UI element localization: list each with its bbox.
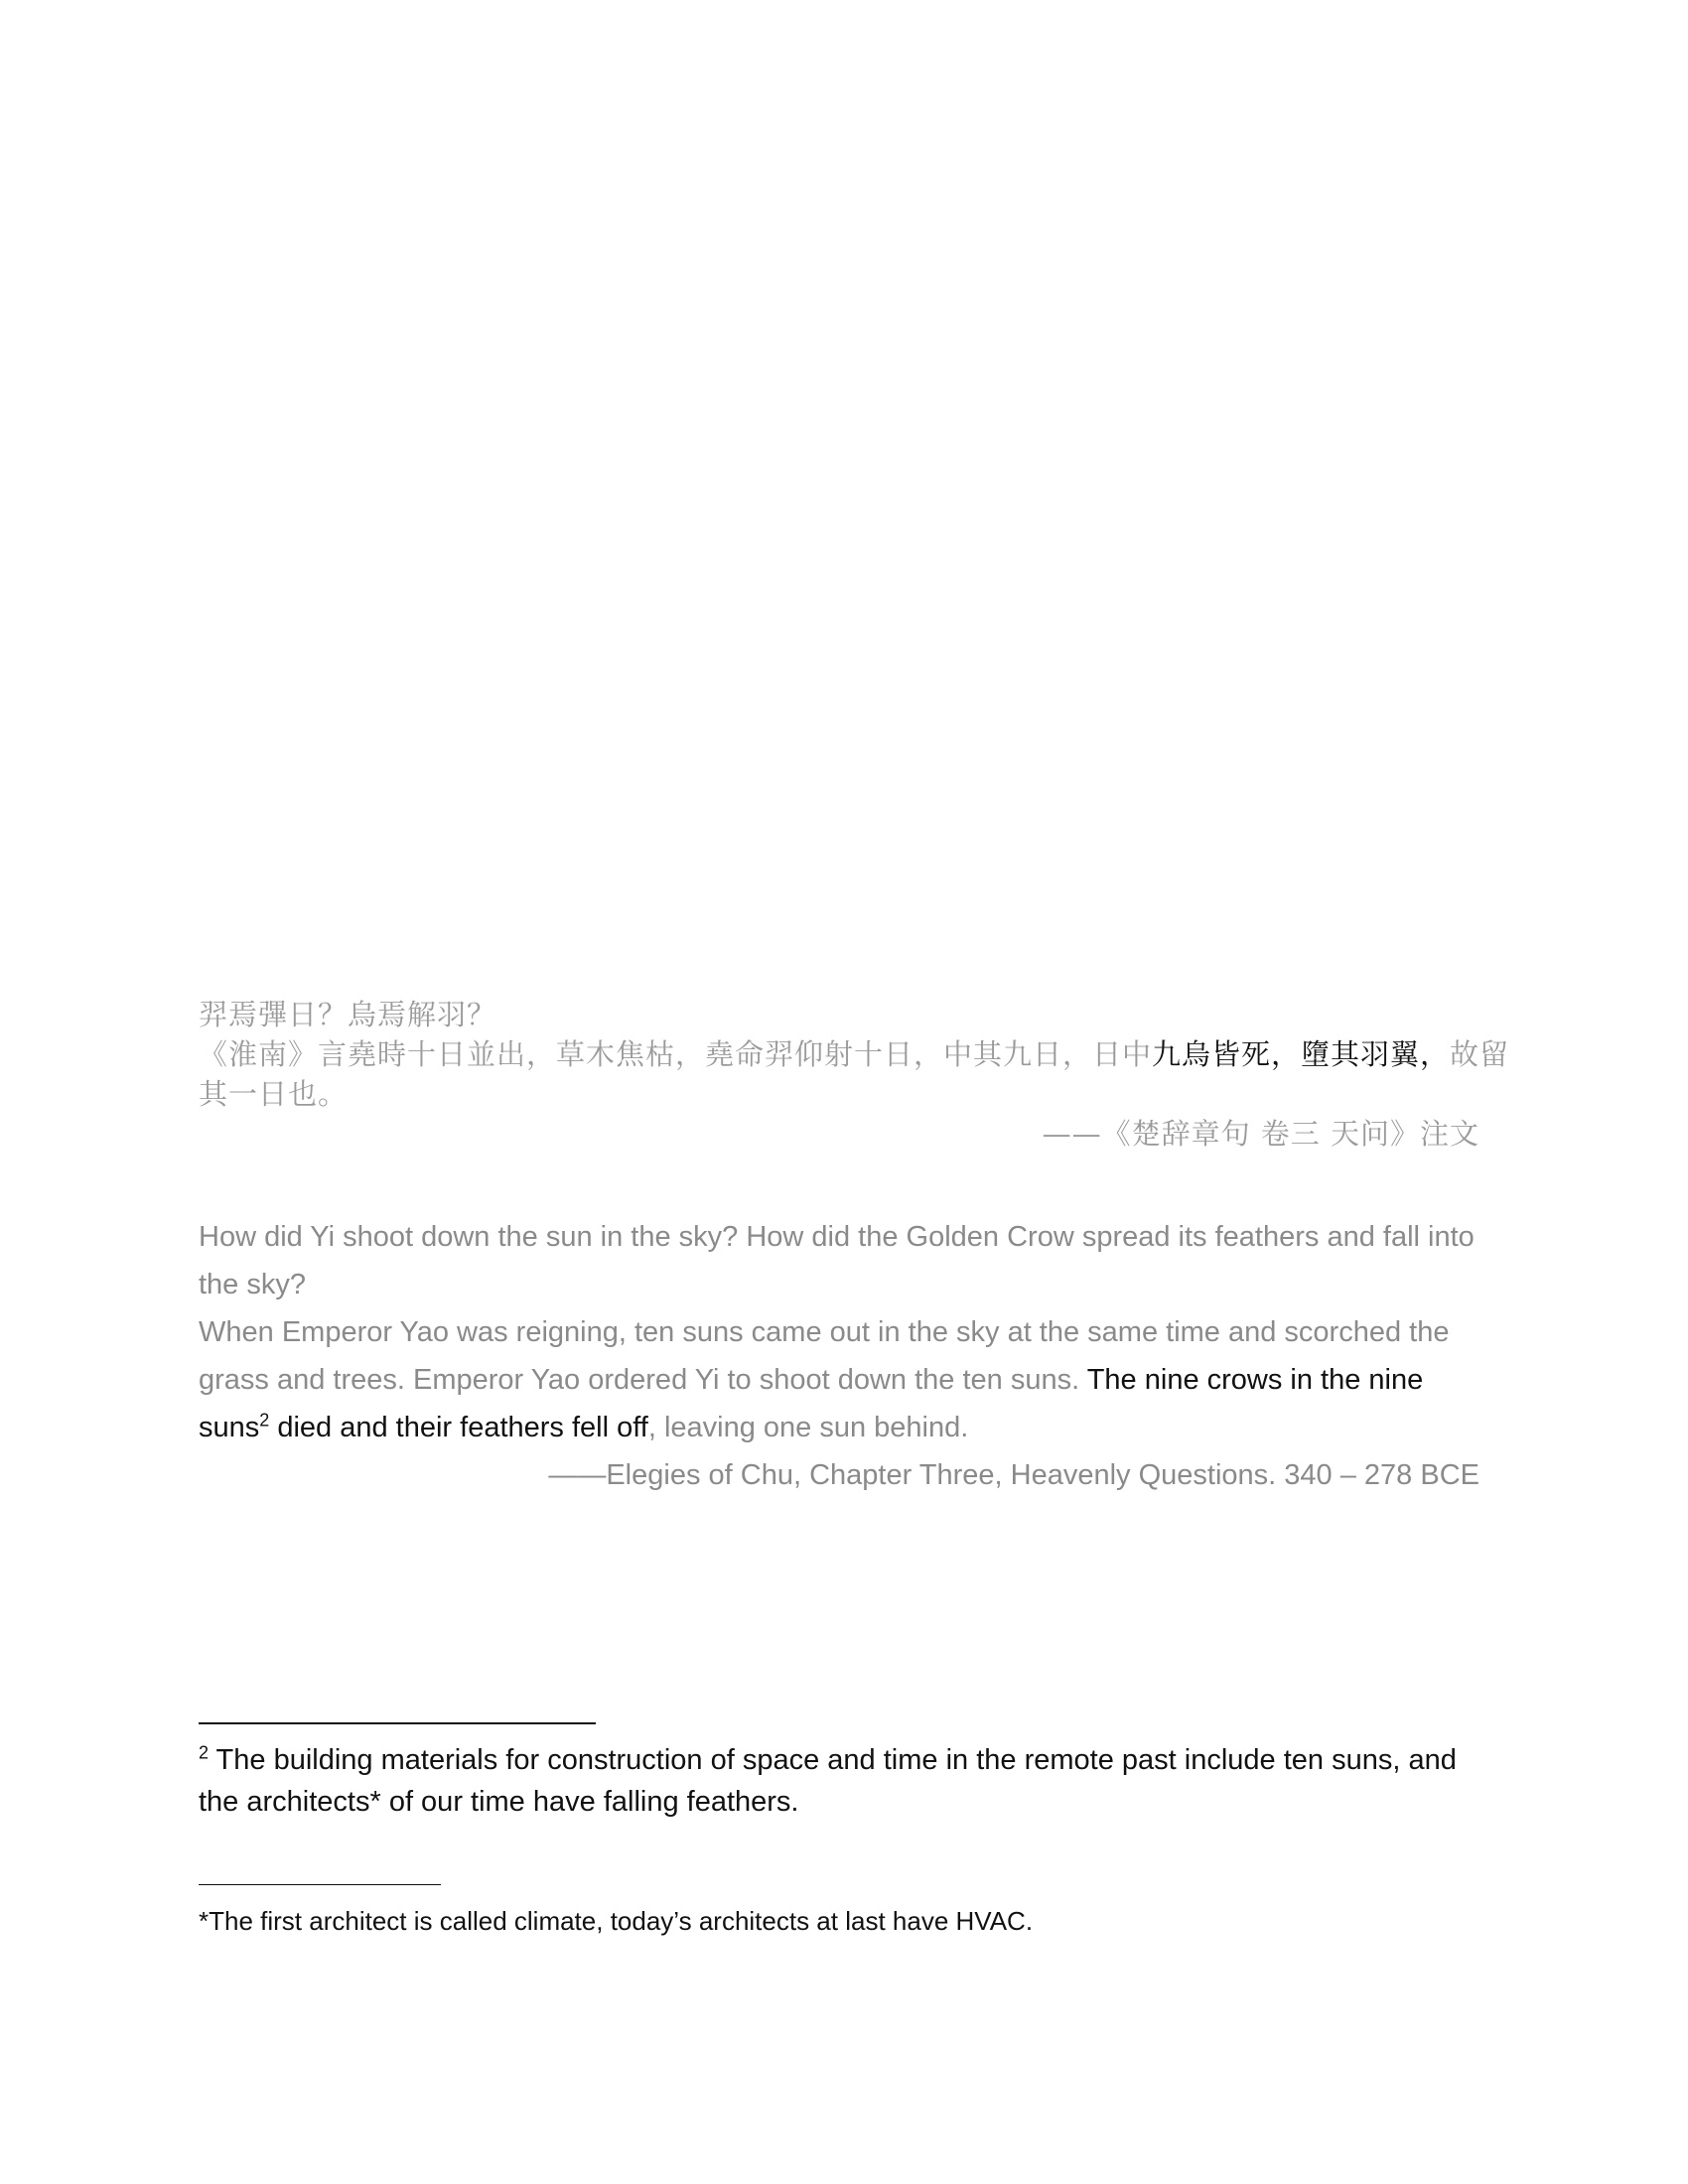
footnote-2 [199,1739,1479,1823]
chinese-attribution: ——《楚辞章句 卷三 天问》注文 [1042,1117,1479,1151]
star-note: *The first architect is called climate, today’s architects at last have HVAC. [199,1906,1034,1936]
chinese-question-line: 羿焉彃日？烏焉解羽？ [199,998,497,1031]
english-attribution: ——Elegies of Chu, Chapter Three, Heavenly Questions. 340 – 278 BCE [548,1459,1479,1491]
chinese-passage [199,995,1510,1154]
footnote-reference[interactable]: 2 [259,1410,270,1431]
english-question: How did Yi shoot down the sun in the sky? How did the Golden Crow spread its feathers and fall into the sky? [199,1221,1475,1300]
english-answer-end: , leaving one sun behind. [647,1412,969,1443]
star-note-separator [199,1884,441,1885]
english-passage [199,1213,1479,1499]
chinese-emphasis-text: 九烏皆死，墮其羽翼， [1152,1037,1451,1071]
chinese-closing-line: 其一日也。 [199,1077,349,1111]
footnote-separator [199,1722,596,1724]
chinese-commentary-end: 故留 [1450,1037,1510,1071]
english-answer [199,1308,1479,1451]
footnote-2-text: The building materials for construction of space and time in the remote past include ten suns, and the architects* of our time have falling feathers. [199,1744,1457,1818]
chinese-commentary-line [199,1034,1510,1074]
english-answer-text: When Emperor Yao was reigning, ten suns came out in the sky at the same time and scorched the grass and trees. Emperor Yao ordered Yi to shoot down the ten suns. [199,1316,1450,1396]
chinese-commentary-text: 《淮南》言堯時十日並出，草木焦枯，堯命羿仰射十日，中其九日，日中 [199,1037,1153,1071]
english-emphasis-b: died and their feathers fell off [269,1412,648,1443]
english-emphasis-a: The nine crows in the nine suns [199,1364,1424,1443]
footnote-marker: 2 [199,1742,210,1763]
